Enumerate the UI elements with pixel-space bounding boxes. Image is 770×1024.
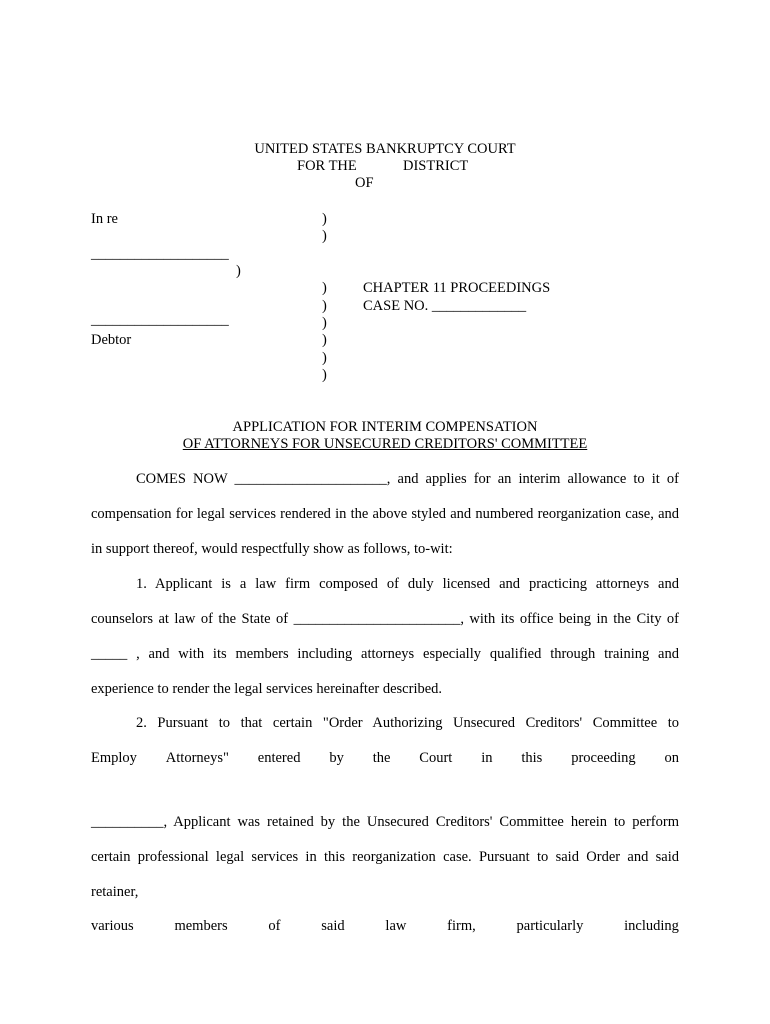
body-line: experience to render the legal services hereinafter described. bbox=[91, 681, 443, 697]
body-line: 1. Applicant is a law firm composed of duly licensed and practicing attorneys and bbox=[136, 576, 679, 592]
body-word: the bbox=[372, 750, 391, 766]
document-title-line1: APPLICATION FOR INTERIM COMPENSATION bbox=[232, 419, 538, 435]
body-line: __________, Applicant was retained by the Unsecured Creditors' Committee herein to perform bbox=[91, 814, 679, 830]
in-re-label: In re bbox=[91, 211, 118, 227]
court-of: OF bbox=[355, 175, 374, 191]
body-word: law bbox=[385, 918, 407, 934]
caption-paren: ) bbox=[322, 315, 327, 331]
body-word: Employ bbox=[91, 750, 137, 766]
debtor-label: Debtor bbox=[91, 332, 132, 348]
body-word: particularly bbox=[516, 918, 584, 934]
body-word: this bbox=[521, 750, 543, 766]
caption-paren: ) bbox=[322, 350, 327, 366]
body-word: of bbox=[268, 918, 281, 934]
body-word: proceeding bbox=[571, 750, 636, 766]
body-word: entered bbox=[257, 750, 301, 766]
body-word: firm, bbox=[447, 918, 476, 934]
body-word: Attorneys" bbox=[165, 750, 229, 766]
debtor-signature-blank: ___________________ bbox=[91, 312, 229, 328]
court-district: DISTRICT bbox=[403, 158, 469, 174]
body-word: members bbox=[174, 918, 228, 934]
caption-paren: ) bbox=[322, 367, 327, 383]
body-line: 2. Pursuant to that certain "Order Authorizing Unsecured Creditors' Committee to bbox=[136, 715, 679, 731]
document-title-line2: OF ATTORNEYS FOR UNSECURED CREDITORS' COMMITTEE bbox=[182, 436, 588, 452]
body-word: Court bbox=[419, 750, 453, 766]
body-word: in bbox=[481, 750, 493, 766]
body-word: various bbox=[91, 918, 134, 934]
caption-paren: ) bbox=[322, 298, 327, 314]
caption-paren: ) bbox=[322, 332, 327, 348]
caption-paren: ) bbox=[322, 211, 327, 227]
body-line: certain professional legal services in this reorganization case. Pursuant to said Order and said bbox=[91, 849, 679, 865]
court-for-the: FOR THE bbox=[297, 158, 357, 174]
debtor-name-blank: ___________________ bbox=[91, 246, 229, 262]
body-line: in support thereof, would respectfully show as follows, to-wit: bbox=[91, 541, 453, 557]
body-line: compensation for legal services rendered in the above styled and numbered reorganization case, and bbox=[91, 506, 679, 522]
body-word: on bbox=[664, 750, 679, 766]
caption-paren: ) bbox=[322, 228, 327, 244]
body-line: retainer, bbox=[91, 884, 139, 900]
body-word: including bbox=[624, 918, 679, 934]
chapter-label: CHAPTER 11 PROCEEDINGS bbox=[363, 280, 551, 296]
body-line: _____ , and with its members including attorneys especially qualified through training and bbox=[91, 646, 679, 662]
case-number-label: CASE NO. _____________ bbox=[363, 298, 527, 314]
body-word: said bbox=[321, 918, 345, 934]
caption-paren: ) bbox=[236, 263, 241, 279]
body-line-spread bbox=[91, 751, 679, 766]
body-word: by bbox=[329, 750, 344, 766]
court-name: UNITED STATES BANKRUPTCY COURT bbox=[254, 141, 516, 157]
body-line: counselors at law of the State of _______________________, with its office being in the City of bbox=[91, 611, 679, 627]
body-line: COMES NOW _____________________, and applies for an interim allowance to it of bbox=[136, 471, 679, 487]
body-line-spread bbox=[91, 919, 679, 934]
caption-paren: ) bbox=[322, 280, 327, 296]
